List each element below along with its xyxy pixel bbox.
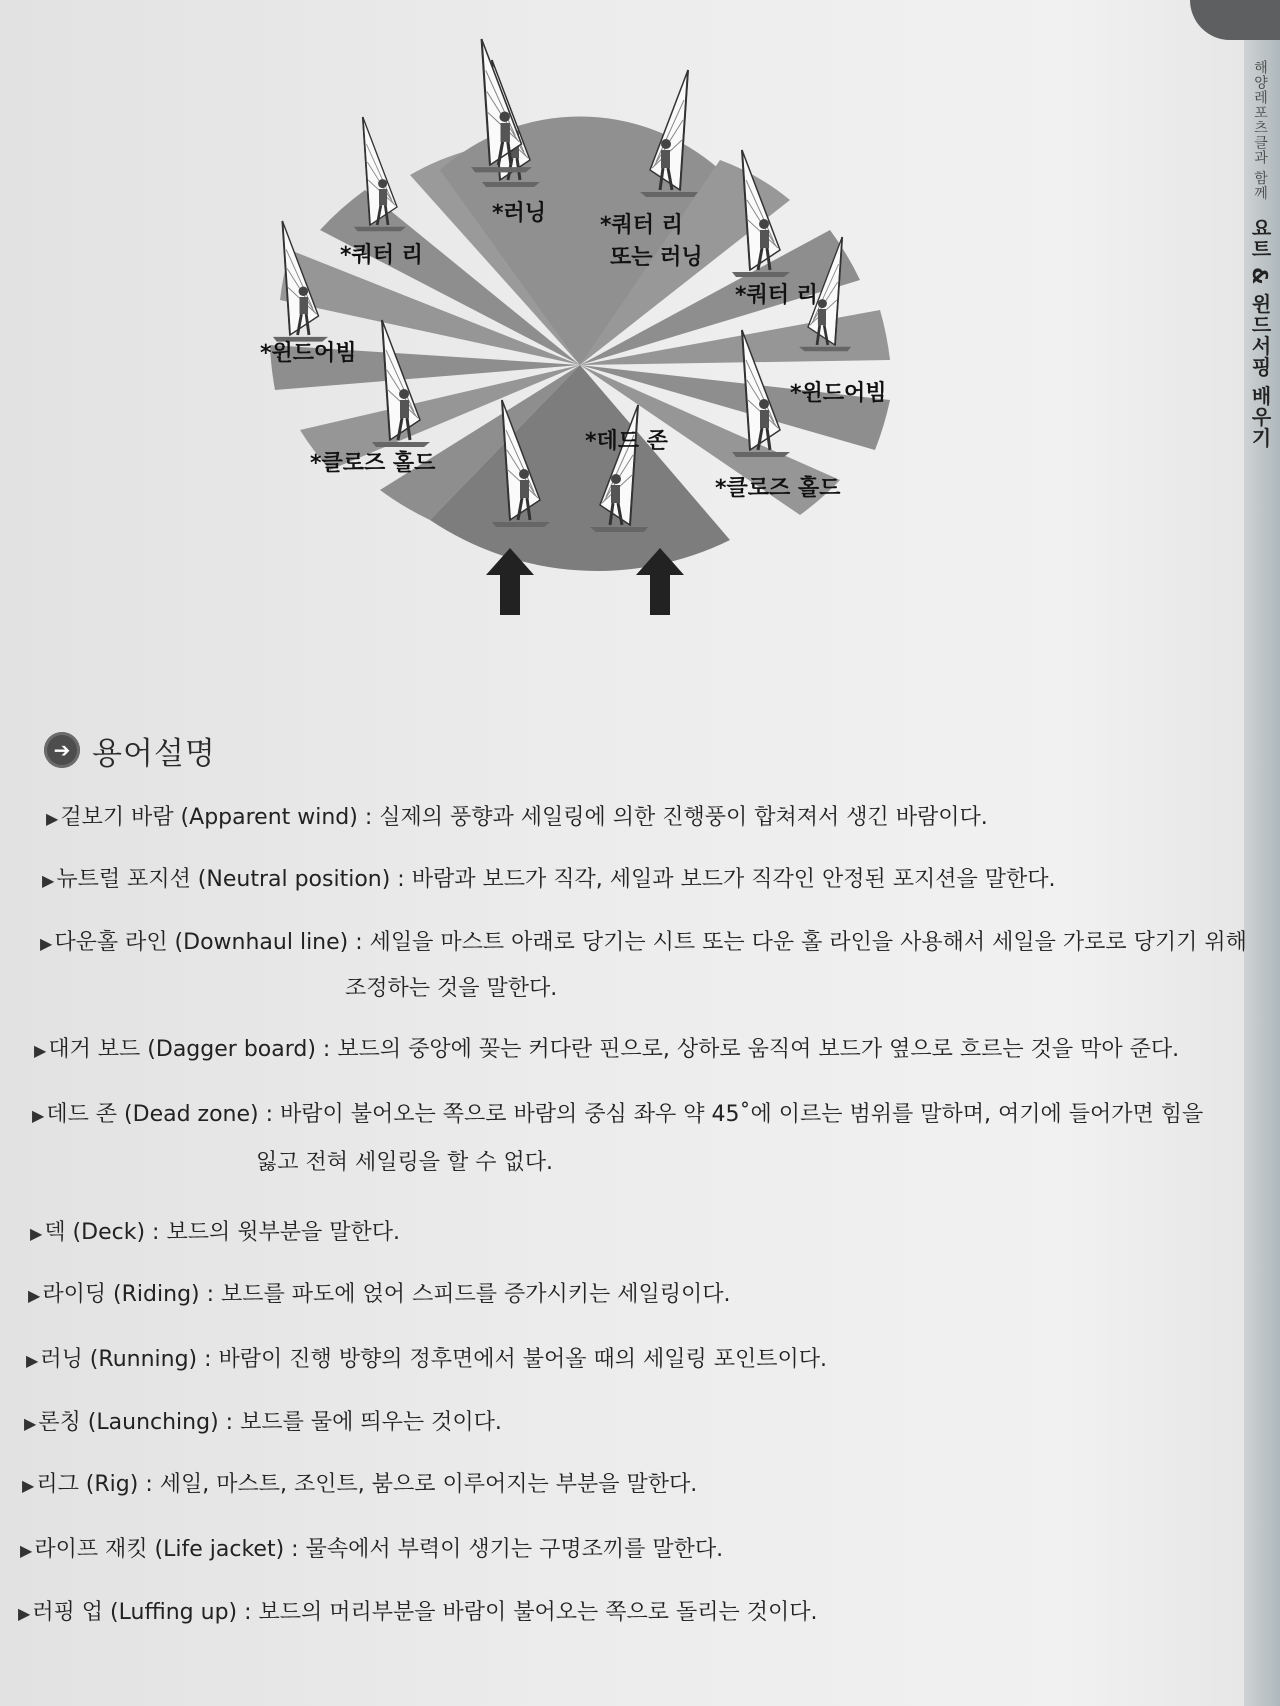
- label-dead-zone: *데드 존: [585, 429, 668, 454]
- definition-continuation: 잃고 전혀 세일링을 할 수 없다.: [256, 1150, 553, 1175]
- definition-term: 라이프 재킷 (Life jacket): [34, 1537, 285, 1562]
- bullet-arrow-icon: ▶: [46, 809, 59, 828]
- bullet-arrow-icon: ▶: [30, 1224, 43, 1243]
- label-close-hauled-left: *클로즈 홀드: [310, 451, 436, 476]
- bullet-arrow-icon: ▶: [18, 1604, 31, 1623]
- definition-term: 론칭 (Launching): [38, 1410, 219, 1435]
- definition-desc: 실제의 풍향과 세일링에 의한 진행풍이 합쳐져서 생긴 바람이다.: [379, 805, 988, 830]
- bullet-arrow-icon: ▶: [42, 871, 55, 890]
- bullet-arrow-icon: ▶: [32, 1106, 45, 1125]
- definition-item: ▶러핑 업 (Luffing up) : 보드의 머리부분을 바람이 불어오는 쪽으로 돌리는 것이다.: [18, 1600, 818, 1625]
- definition-desc: 바람이 불어오는 쪽으로 바람의 중심 좌우 약 45˚에 이르는 범위를 말하며, 여기에 들어가면 힘을: [280, 1102, 1204, 1127]
- definition-continuation: 조정하는 것을 말한다.: [345, 976, 558, 1001]
- definition-item: ▶라이딩 (Riding) : 보드를 파도에 얹어 스피드를 증가시키는 세일링이다.: [28, 1282, 731, 1307]
- definition-term: 리그 (Rig): [36, 1472, 139, 1497]
- bullet-arrow-icon: ▶: [20, 1541, 33, 1560]
- definition-desc: 물속에서 부력이 생기는 구명조끼를 말한다.: [305, 1537, 724, 1562]
- bullet-arrow-icon: ▶: [28, 1286, 41, 1305]
- definition-term: 대거 보드 (Dagger board): [48, 1037, 316, 1062]
- definition-item: ▶데드 존 (Dead zone) : 바람이 불어오는 쪽으로 바람의 중심 좌우 약 45˚에 이르는 범위를 말하며, 여기에 들어가면 힘을: [32, 1102, 1204, 1127]
- definition-item: ▶다운홀 라인 (Downhaul line) : 세일을 마스트 아래로 당기는 시트 또는 다운 홀 라인을 사용해서 세일을 가로로 당기기 위해: [40, 930, 1247, 955]
- label-quarter-reach-right: *쿼터 리: [735, 283, 818, 308]
- label-running: *러닝: [492, 201, 547, 226]
- section-title: 용어설명: [92, 735, 216, 772]
- definition-term: 덱 (Deck): [44, 1220, 146, 1245]
- label-quarter-reach-or-running-2: 또는 러닝: [610, 245, 703, 270]
- definition-desc: 세일, 마스트, 조인트, 붐으로 이루어지는 부분을 말한다.: [159, 1472, 698, 1497]
- definition-item: ▶뉴트럴 포지션 (Neutral position) : 바람과 보드가 직각, 세일과 보드가 직각인 안정된 포지션을 말한다.: [42, 867, 1056, 892]
- definition-item: ▶덱 (Deck) : 보드의 윗부분을 말한다.: [30, 1220, 400, 1245]
- definition-item: ▶라이프 재킷 (Life jacket) : 물속에서 부력이 생기는 구명조끼를 말한다.: [20, 1537, 724, 1562]
- definition-term: 데드 존 (Dead zone): [46, 1102, 259, 1127]
- definition-term: 러닝 (Running): [40, 1347, 198, 1372]
- definition-desc: 보드의 중앙에 꽂는 커다란 핀으로, 상하로 움직여 보드가 옆으로 흐르는 것을 막아 준다.: [337, 1037, 1180, 1062]
- definition-term: 다운홀 라인 (Downhaul line): [54, 930, 349, 955]
- label-quarter-reach-left: *쿼터 리: [340, 243, 423, 268]
- definition-desc: 보드를 물에 띄우는 것이다.: [240, 1410, 502, 1435]
- definition-term: 겉보기 바람 (Apparent wind): [60, 805, 358, 830]
- label-windward-right: *윈드어빔: [790, 381, 887, 406]
- definition-desc: 보드를 파도에 얹어 스피드를 증가시키는 세일링이다.: [221, 1282, 731, 1307]
- definition-item: ▶러닝 (Running) : 바람이 진행 방향의 정후면에서 불어올 때의 세일링 포인트이다.: [26, 1347, 828, 1372]
- bullet-arrow-icon: ▶: [34, 1041, 47, 1060]
- definition-term: 러핑 업 (Luffing up): [32, 1600, 238, 1625]
- label-quarter-reach-or-running-1: *쿼터 리: [600, 213, 683, 238]
- running-head: [1205, 60, 1275, 500]
- definition-desc: 바람이 진행 방향의 정후면에서 불어올 때의 세일링 포인트이다.: [218, 1347, 828, 1372]
- label-windward-left: *윈드어빔: [260, 341, 357, 366]
- definition-item: ▶겉보기 바람 (Apparent wind) : 실제의 풍향과 세일링에 의한 진행풍이 합쳐져서 생긴 바람이다.: [46, 805, 988, 830]
- running-head-series: 해양레포츠클과 함께: [1252, 60, 1268, 201]
- definition-desc: 보드의 윗부분을 말한다.: [166, 1220, 400, 1245]
- definition-desc: 보드의 머리부분을 바람이 불어오는 쪽으로 돌리는 것이다.: [258, 1600, 818, 1625]
- definition-term: 뉴트럴 포지션 (Neutral position): [56, 867, 391, 892]
- definition-desc: 바람과 보드가 직각, 세일과 보드가 직각인 안정된 포지션을 말한다.: [411, 867, 1056, 892]
- definition-desc: 세일을 마스트 아래로 당기는 시트 또는 다운 홀 라인을 사용해서 세일을 가로로 당기기 위해: [369, 930, 1247, 955]
- label-close-hauled-right: *클로즈 홀드: [715, 476, 841, 501]
- definition-item: ▶론칭 (Launching) : 보드를 물에 띄우는 것이다.: [24, 1410, 502, 1435]
- definition-item: ▶대거 보드 (Dagger board) : 보드의 중앙에 꽂는 커다란 핀으로, 상하로 움직여 보드가 옆으로 흐르는 것을 막아 준다.: [34, 1037, 1180, 1062]
- bullet-arrow-icon: ▶: [26, 1351, 39, 1370]
- bullet-arrow-icon: ▶: [22, 1476, 35, 1495]
- bullet-arrow-icon: ▶: [40, 934, 53, 953]
- definition-item: ▶리그 (Rig) : 세일, 마스트, 조인트, 붐으로 이루어지는 부분을 말한다.: [22, 1472, 698, 1497]
- arrow-right-circle-icon: ➔: [44, 732, 80, 768]
- definition-term: 라이딩 (Riding): [42, 1282, 200, 1307]
- running-head-title: 요트 & 윈드서핑 배우기: [1248, 217, 1272, 449]
- bullet-arrow-icon: ▶: [24, 1414, 37, 1433]
